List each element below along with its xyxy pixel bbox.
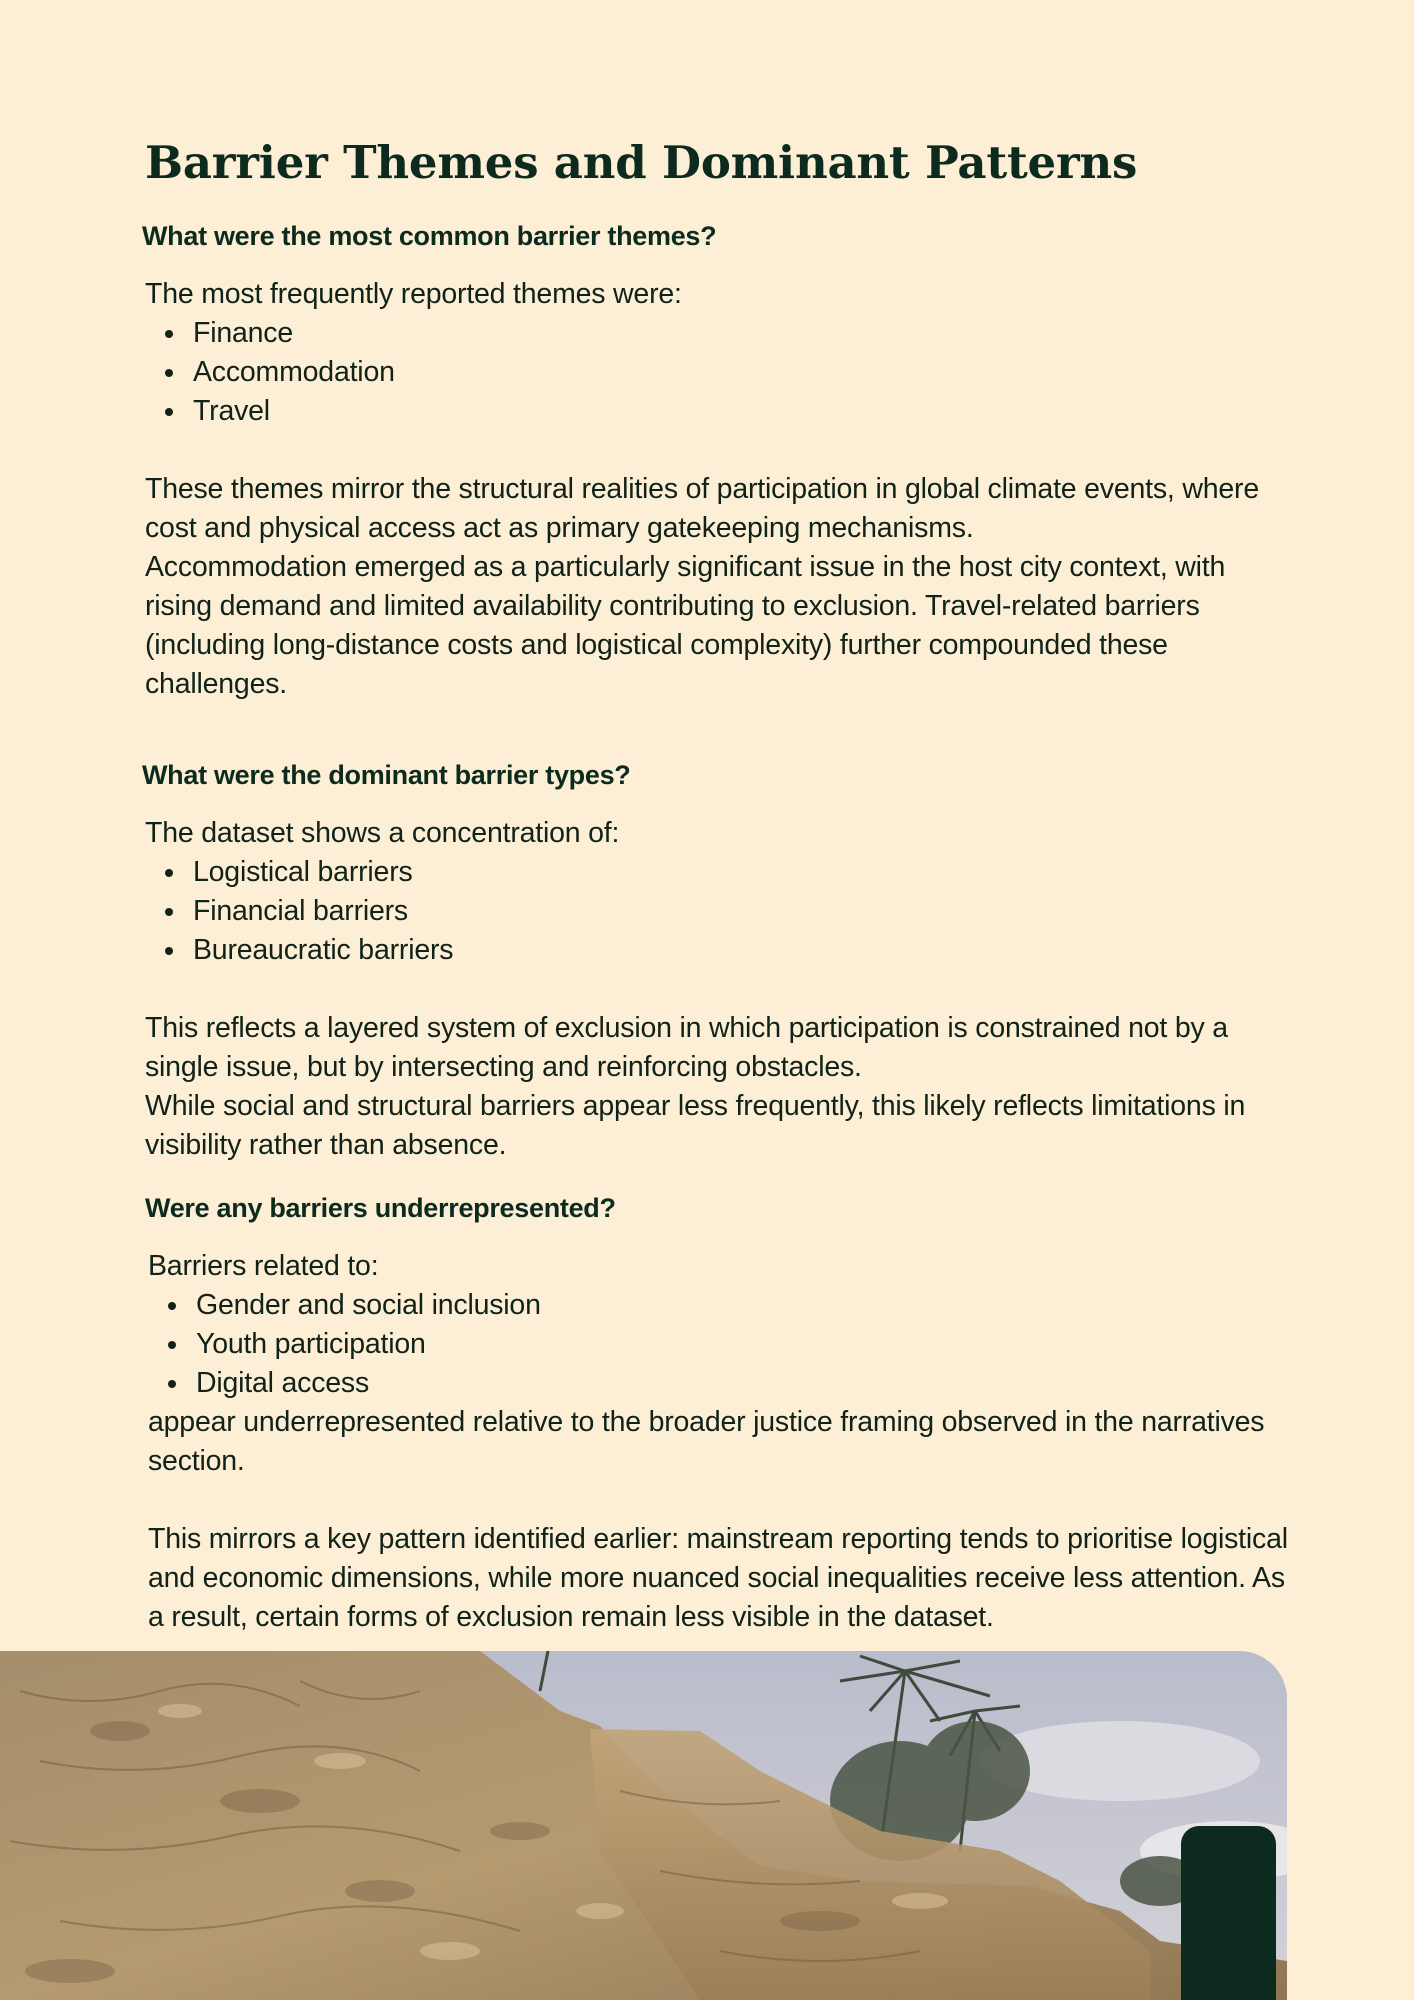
list-item: Accommodation: [145, 353, 1292, 392]
paragraph: appear underrepresented relative to the broader justice framing observed in the narratives section.: [148, 1406, 1265, 1477]
list-item: Finance: [145, 314, 1292, 353]
bullet-list: [148, 1286, 1295, 1403]
section-dominant-types: [142, 757, 1292, 1165]
bullet-list: [145, 314, 1292, 431]
paragraph: This mirrors a key pattern identified earlier: mainstream reporting tends to prioritise logistical and economic dimensions, while more nuanced social inequalities receive less attention. As a result, certain forms of exclusion remain less visible in the dataset.: [148, 1523, 1288, 1633]
paragraph: This reflects a layered system of exclusion in which participation is constrained not by a single issue, but by intersecting and reinforcing obstacles.: [145, 1012, 1228, 1083]
list-item: Logistical barriers: [145, 853, 1292, 892]
decorative-accent-tab: [1181, 1826, 1276, 2000]
page-title: Barrier Themes and Dominant Patterns: [145, 136, 1138, 189]
section-heading: What were the most common barrier themes?: [142, 221, 717, 251]
list-item: Gender and social inclusion: [148, 1286, 1295, 1325]
paragraph: Accommodation emerged as a particularly significant issue in the host city context, with rising demand and limited availability contributing to exclusion. Travel-related barriers (including long-distance costs and logistical complexity) further compounded these challenges.: [145, 551, 1226, 700]
section-heading: Were any barriers underrepresented?: [145, 1193, 616, 1223]
list-item: Youth participation: [148, 1325, 1295, 1364]
list-item: Financial barriers: [145, 892, 1292, 931]
section-underrepresented: [145, 1190, 1295, 1637]
eroded-coastline-photo: [0, 1651, 1287, 2000]
paragraph: While social and structural barriers appear less frequently, this likely reflects limitations in visibility rather than absence.: [145, 1090, 1246, 1161]
section-intro: Barriers related to:: [148, 1250, 379, 1282]
bullet-list: [145, 853, 1292, 970]
list-item: Travel: [145, 392, 1292, 431]
section-intro: The most frequently reported themes were:: [145, 278, 682, 310]
paragraph: These themes mirror the structural realities of participation in global climate events, where cost and physical access act as primary gatekeeping mechanisms.: [145, 473, 1259, 544]
section-common-themes: [142, 218, 1292, 704]
list-item: Bureaucratic barriers: [145, 931, 1292, 970]
section-heading: What were the dominant barrier types?: [142, 760, 631, 790]
list-item: Digital access: [148, 1364, 1295, 1403]
section-intro: The dataset shows a concentration of:: [145, 817, 620, 849]
